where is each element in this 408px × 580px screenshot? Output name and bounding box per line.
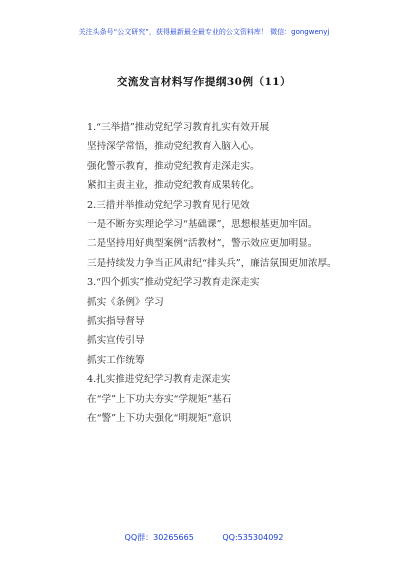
qq-group-label: QQ群：30265665 <box>124 533 194 542</box>
paragraph: 强化警示教育，推动党纪教育走深走实。 <box>87 160 260 172</box>
paragraph: 三是持续发力争当正风肃纪“排头兵”，廉洁氛围更加浓厚。 <box>87 257 337 269</box>
paragraph: 在“学”上下功夫夯实“学规矩”基石 <box>87 393 232 405</box>
paragraph: 抓实工作统筹 <box>87 354 145 366</box>
section-heading-4: 4.扎实推进党纪学习教育走深走实 <box>87 374 231 386</box>
paragraph: 抓实《条例》学习 <box>87 296 164 308</box>
section-heading-1: 1.“三举措”推动党纪学习教育扎实有效开展 <box>87 122 270 133</box>
qq-number-label: QQ:535304092 <box>222 533 284 542</box>
paragraph: 坚持深学常悟，推动党纪教育入脑入心。 <box>87 141 260 153</box>
footer-contact <box>0 532 408 543</box>
header-banner: 关注头条号“公文研究”，获得最新最全最专业的公文资料库！ 微信：gongwenyj <box>78 28 330 36</box>
paragraph: 二是坚持用好典型案例“活教材”，警示效应更加明显。 <box>87 238 318 250</box>
section-heading-2: 2.三措并举推动党纪学习教育见行见效 <box>87 199 250 211</box>
paragraph: 抓实指导督导 <box>87 316 145 328</box>
paragraph: 一是不断夯实理论学习“基础课”，思想根基更加牢固。 <box>87 219 318 231</box>
document-title: 交流发言材料写作提纲30例（11） <box>116 76 292 88</box>
document-body <box>87 118 357 429</box>
paragraph: 在“警”上下功夫强化“明规矩”意识 <box>87 413 232 425</box>
paragraph: 抓实宣传引导 <box>87 335 145 347</box>
paragraph: 紧扣主责主业，推动党纪教育成果转化。 <box>87 180 260 192</box>
section-heading-3: 3.“四个抓实”推动党纪学习教育走深走实 <box>87 277 260 289</box>
